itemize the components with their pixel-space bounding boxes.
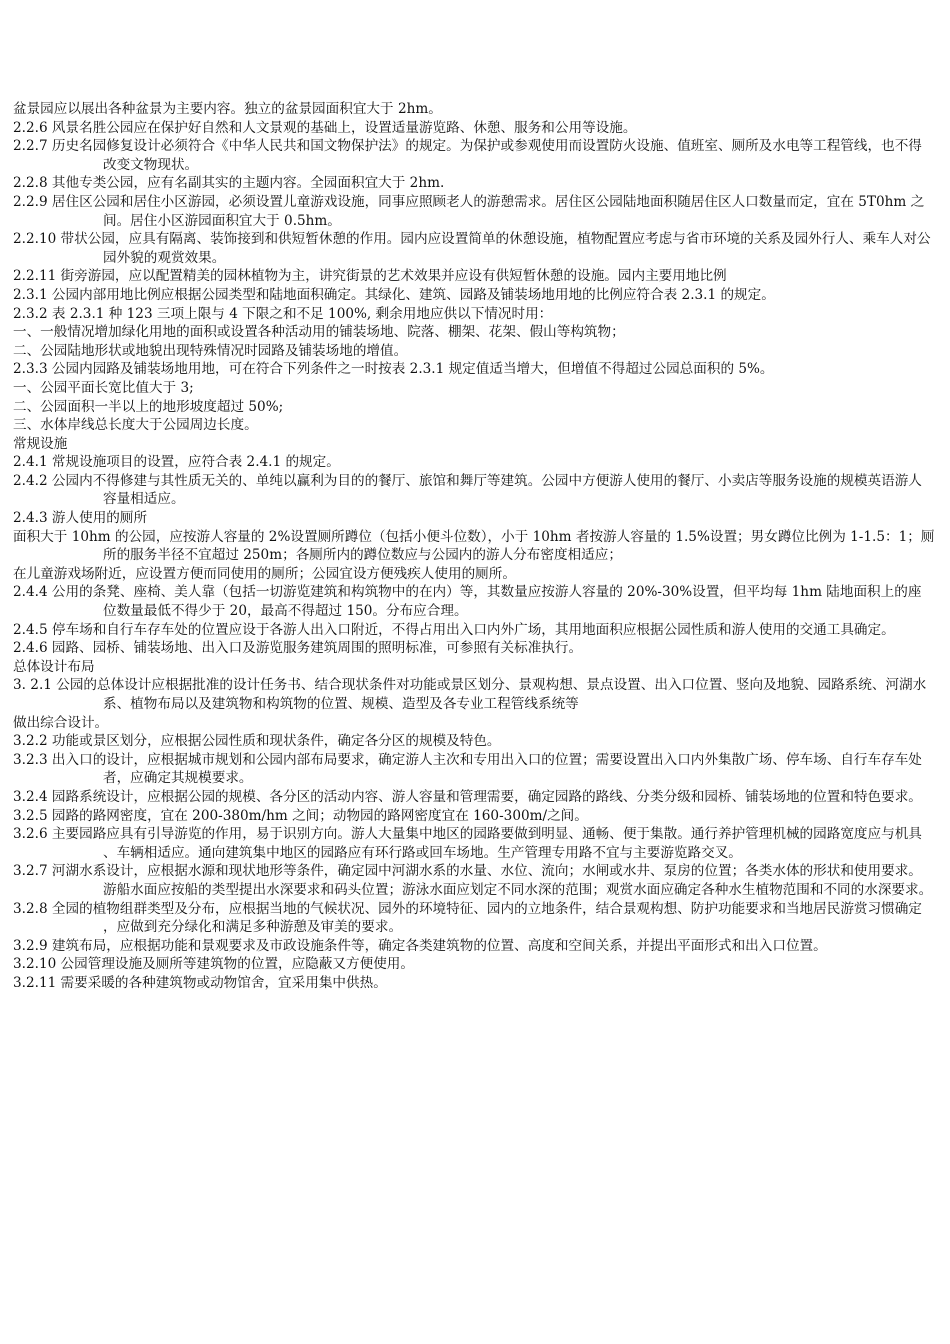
section-heading: 常规设施 [13, 435, 68, 452]
clause-2-3-2: 2.3.2 表 2.3.1 种 123 三项上限与 4 下限之和不足 100%, 剩余用地应供以下情况时用： [13, 305, 553, 322]
clause-2-2-10: 2.2.10 带状公园，应具有隔离、装饰接到和供短暂休憩的作用。园内应设置简单的休憩设施，植物配置应考虑与省市环境的关系及园外行人、乘车人对公园外貌的观赏效果。 [13, 231, 931, 266]
clause-2-2-6: 2.2.6 风景名胜公园应在保护好自然和人文景观的基础上，设置适量游览路、休憩、服务和公用等设施。 [13, 119, 637, 136]
clause-2-2-11: 2.2.11 街旁游园，应以配置精美的园林植物为主，讲究街景的艺术效果并应设有供短暂休憩的设施。园内主要用地比例 [13, 268, 727, 285]
clause-2-4-2: 2.4.2 公园内不得修建与其性质无关的、单纯以赢利为目的的餐厅、旅馆和舞厅等建筑。公园中方便游人使用的餐厅、小卖店等服务设施的规模英语游人容量相适应。 [13, 472, 922, 508]
clause-3-2-11: 3.2.11 需要采暖的各种建筑物或动物馆舍，宜采用集中供热。 [13, 974, 387, 991]
paragraph-toilet-area: 面积大于 10hm 的公园，应按游人容量的 2%设置厕所蹲位（包括小便斗位数），小于 10hm 者按游人容量的 1.5%设置；男女蹲位比例为 1-1.5：1；厕所的服务半径不宜超过 250m；各厕所内的蹲位数应与公园内的游人分布密度相适应； [13, 528, 935, 564]
clause-2-2-9: 2.2.9 居住区公园和居住小区游园，必须设置儿童游戏设施，同事应照顾老人的游憩需求。居住区公园陆地面积随居住区人口数量而定，宜在 5T0hm 之间。居住小区游园面积宜大于 0.5hm。 [13, 193, 925, 229]
list-item-2: 二、公园陆地形状或地貌出现特殊情况时园路及铺装场地的增值。 [13, 342, 408, 359]
clause-3-2-9: 3.2.9 建筑布局，应根据功能和景观要求及市政设施条件等，确定各类建筑物的位置、高度和空间关系，并提出平面形式和出入口位置。 [13, 937, 827, 954]
clause-2-2-8: 2.2.8 其他专类公园，应有名副其实的主题内容。全园面积宜大于 2hm. [13, 175, 445, 192]
paragraph-continuation: 做出综合设计。 [13, 714, 109, 731]
paragraph-toilet-children: 在儿童游戏场附近，应设置方便而同使用的厕所；公园宜设方便残疾人使用的厕所。 [13, 565, 516, 582]
clause-2-4-5: 2.4.5 停车场和自行车存车处的位置应设于各游人出入口附近，不得占用出入口内外广场，其用地面积应根据公园性质和游人使用的交通工具确定。 [13, 621, 895, 638]
document-body [13, 100, 935, 993]
list-item-2: 二、公园面积一半以上的地形坡度超过 50%; [13, 398, 284, 415]
section-heading: 总体设计布局 [13, 658, 95, 675]
clause-2-4-4: 2.4.4 公用的条凳、座椅、美人靠（包括一切游览建筑和构筑物中的在内）等，其数量应按游人容量的 20%-30%设置，但平均每 1hm 陆地面积上的座位数量最低不得少于 20，最高不得超过 150。分布应合理。 [13, 584, 922, 620]
clause-2-4-6: 2.4.6 园路、园桥、铺装场地、出入口及游览服务建筑周围的照明标准，可参照有关标准执行。 [13, 640, 583, 657]
clause-2-2-7: 2.2.7 历史名园修复设计必须符合《中华人民共和国文物保护法》的规定。为保护或参观使用而设置防火设施、值班室、厕所及水电等工程管线，也不得改变文物现状。 [13, 138, 922, 173]
clause-3-2-4: 3.2.4 园路系统设计，应根据公园的规模、各分区的活动内容、游人容量和管理需要，确定园路的路线、分类分级和园桥、铺装场地的位置和特色要求。 [13, 788, 922, 805]
clause-2-3-3: 2.3.3 公园内园路及铺装场地用地，可在符合下列条件之一时按表 2.3.1 规定值适当增大，但增值不得超过公园总面积的 5%。 [13, 361, 774, 378]
clause-3-2-10: 3.2.10 公园管理设施及厕所等建筑物的位置，应隐蔽又方便使用。 [13, 956, 414, 973]
clause-3-2-8: 3.2.8 全园的植物组群类型及分布，应根据当地的气候状况、园外的环境特征、园内的立地条件，结合景观构想、防护功能要求和当地居民游赏习惯确定，应做到充分绿化和满足多种游憩及审美的要求。 [13, 900, 922, 936]
clause-3-2-6: 3.2.6 主要园路应具有引导游览的作用，易于识别方向。游人大量集中地区的园路要做到明显、通畅、便于集散。通行养护管理机械的园路宽度应与机具、车辆相适应。通向建筑集中地区的园路应有环行路或回车场地。生产管理专用路不宜与主要游览路交叉。 [13, 826, 922, 861]
clause-2-3-1: 2.3.1 公园内部用地比例应根据公园类型和陆地面积确定。其绿化、建筑、园路及铺装场地用地的比例应符合表 2.3.1 的规定。 [13, 286, 775, 303]
clause-3-2-7: 3.2.7 河湖水系设计，应根据水源和现状地形等条件，确定园中河湖水系的水量、水位、流向；水闸或水井、泵房的位置；各类水体的形状和使用要求。游船水面应按船的类型提出水深要求和码头位置；游泳水面应划定不同水深的范围；观赏水面应确定各种水生植物范围和不同的水深要求。 [13, 863, 933, 898]
list-item-1: 一、一般情况增加绿化用地的面积或设置各种活动用的铺装场地、院落、棚架、花架、假山等构筑物； [13, 324, 625, 341]
clause-3-2-1: 3. 2.1 公园的总体设计应根据批准的设计任务书、结合现状条件对功能或景区划分、景观构想、景点设置、出入口位置、竖向及地貌、园路系统、河湖水系、植物布局以及建筑物和构筑物的位置、规模、造型及各专业工程管线系统等 [13, 677, 927, 712]
clause-3-2-5: 3.2.5 园路的路网密度，宜在 200-380m/hm 之间；动物园的路网密度宜在 160-300m/之间。 [13, 807, 588, 824]
clause-2-4-1: 2.4.1 常规设施项目的设置，应符合表 2.4.1 的规定。 [13, 454, 340, 471]
list-item-1: 一、公园平面长宽比值大于 3; [13, 379, 194, 396]
clause-3-2-2: 3.2.2 功能或景区划分，应根据公园性质和现状条件，确定各分区的规模及特色。 [13, 733, 501, 750]
list-item-3: 三、水体岸线总长度大于公园周边长度。 [13, 417, 258, 434]
clause-3-2-3: 3.2.3 出入口的设计，应根据城市规划和公园内部布局要求，确定游人主次和专用出入口的位置；需要设置出入口内外集散广场、停车场、自行车存车处者，应确定其规模要求。 [13, 751, 922, 787]
clause-2-4-3: 2.4.3 游人使用的厕所 [13, 510, 148, 527]
paragraph-bonsai-garden: 盆景园应以展出各种盆景为主要内容。独立的盆景园面积宜大于 2hm。 [13, 101, 442, 117]
